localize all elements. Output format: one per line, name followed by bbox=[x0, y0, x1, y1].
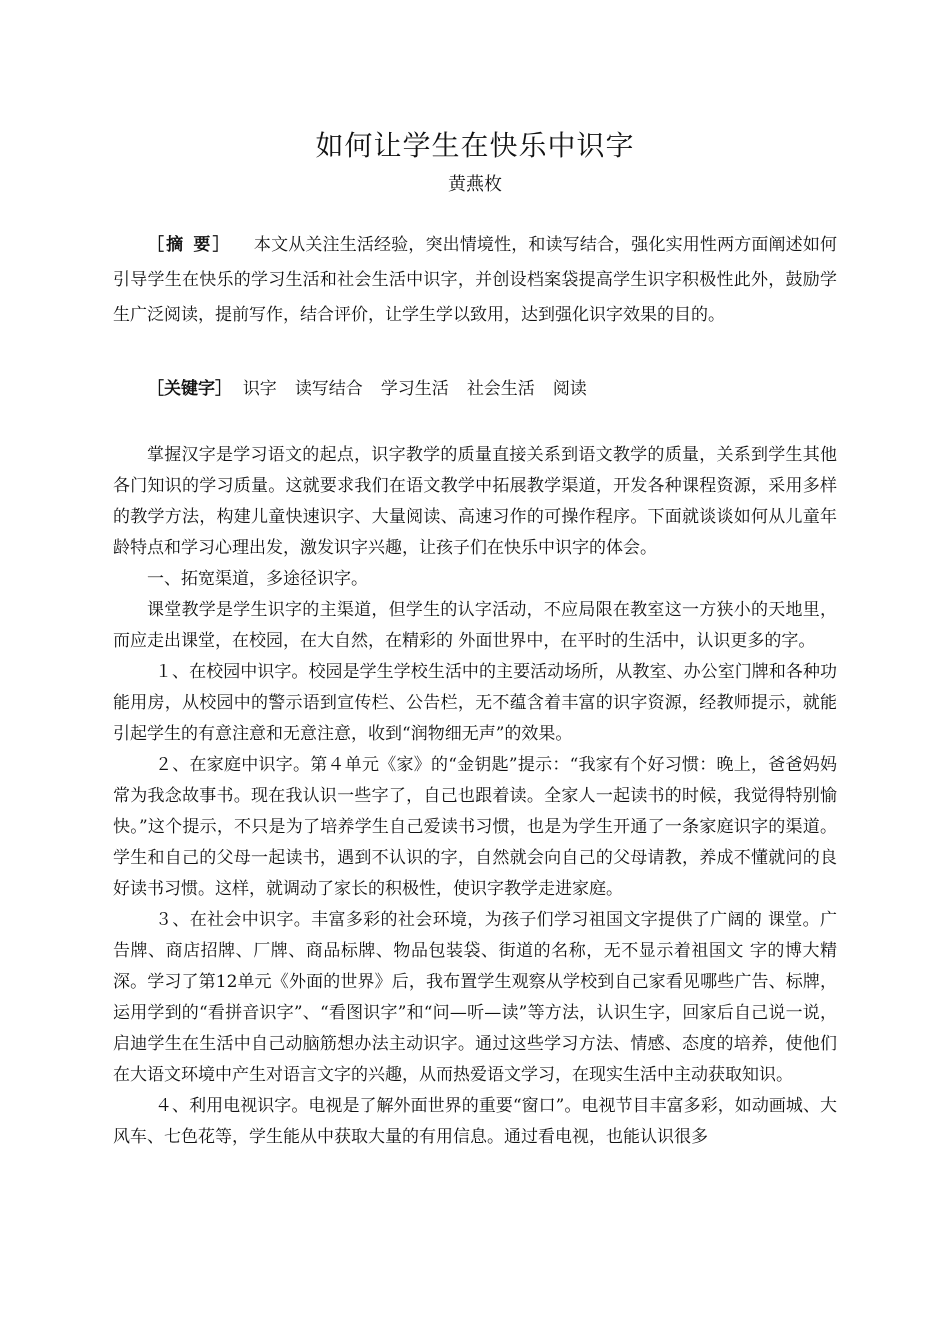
abstract-text: 本文从关注生活经验，突出情境性，和读写结合，强化实用性两方面阐述如何引导学生在快乐的学习生活和社会生活中识字，并创设档案袋提高学生识字积极性此外，鼓励学生广泛阅读，提前写作，结合评价，让学生学以致用，达到强化识字效果的目的。 bbox=[113, 235, 837, 325]
keyword-item: 社会生活 bbox=[466, 379, 535, 399]
keywords-label: ［关键字］ bbox=[147, 379, 232, 399]
abstract-section bbox=[113, 228, 837, 333]
keywords-section bbox=[113, 374, 837, 405]
body-paragraph: 课堂教学是学生识字的主渠道，但学生的认字活动，不应局限在教室这一方狭小的天地里，而应走出课堂，在校园，在大自然，在精彩的 外面世界中，在平时的生活中，认识更多的字。 bbox=[113, 600, 837, 651]
section-heading: 一、拓宽渠道，多途径识字。 bbox=[147, 569, 368, 589]
keyword-item: 读写结合 bbox=[294, 379, 363, 399]
body-paragraph: ３、在社会中识字。丰富多彩的社会环境，为孩子们学习祖国文字提供了广阔的 课堂。广告牌、商店招牌、厂牌、商品标牌、物品包装袋、街道的名称，无不显示着祖国文 字的博大精深。学习了第12单元《外面的世界》后，我布置学生观察从学校到自己家看见哪些广告、标牌，运用学到的“看拼音识字”、“看图识字”和“问—听—读”等方法，认识生字，回家后自己说一说，启迪学生在生活中自己动脑筋想办法主动识字。通过这些学习方法、情感、态度的培养，使他们在大语文环境中产生对语言文字的兴趣，从而热爱语文学习，在现实生活中主动获取知识。 bbox=[113, 910, 837, 1085]
body-paragraph: ４、利用电视识字。电视是了解外面世界的重要“窗口”。电视节目丰富多彩，如动画城、大风车、七色花等，学生能从中获取大量的有用信息。通过看电视，也能认识很多 bbox=[113, 1096, 837, 1147]
body-paragraph: １、在校园中识字。校园是学生学校生活中的主要活动场所，从教室、办公室门牌和各种功能用房，从校园中的警示语到宣传栏、公告栏，无不蕴含着丰富的识字资源，经教师提示，就能引起学生的有意注意和无意注意，收到“润物细无声”的效果。 bbox=[113, 662, 837, 744]
abstract-paragraph bbox=[113, 228, 837, 333]
document-title: 如何让学生在快乐中识字 bbox=[315, 129, 635, 162]
document-author: 黄燕枚 bbox=[448, 174, 502, 195]
keyword-item: 学习生活 bbox=[380, 379, 449, 399]
main-body bbox=[113, 440, 837, 1153]
keywords-line bbox=[113, 374, 837, 405]
keyword-item: 识字 bbox=[242, 379, 277, 399]
abstract-label: ［摘 要］ bbox=[147, 235, 232, 255]
keyword-item: 阅读 bbox=[552, 379, 587, 399]
body-paragraph: 掌握汉字是学习语文的起点，识字教学的质量直接关系到语文教学的质量，关系到学生其他各门知识的学习质量。这就要求我们在语文教学中拓展教学渠道，开发各种课程资源，采用多样的教学方法，构建儿童快速识字、大量阅读、高速习作的可操作程序。下面就谈谈如何从儿童年龄特点和学习心理出发，激发识字兴趣，让孩子们在快乐中识字的体会。 bbox=[113, 445, 837, 558]
body-paragraph: ２、在家庭中识字。第４单元《家》的“金钥匙”提示：“我家有个好习惯：晚上，爸爸妈妈常为我念故事书。现在我认识一些字了，自己也跟着读。全家人一起读书的时候，我觉得特别愉快。”这个提示，不只是为了培养学生自己爱读书习惯，也是为学生开通了一条家庭识字的渠道。学生和自己的父母一起读书，遇到不认识的字，自然就会向自己的父母请教，养成不懂就问的良好读书习惯。这样，就调动了家长的积极性，使识字教学走进家庭。 bbox=[113, 755, 837, 899]
